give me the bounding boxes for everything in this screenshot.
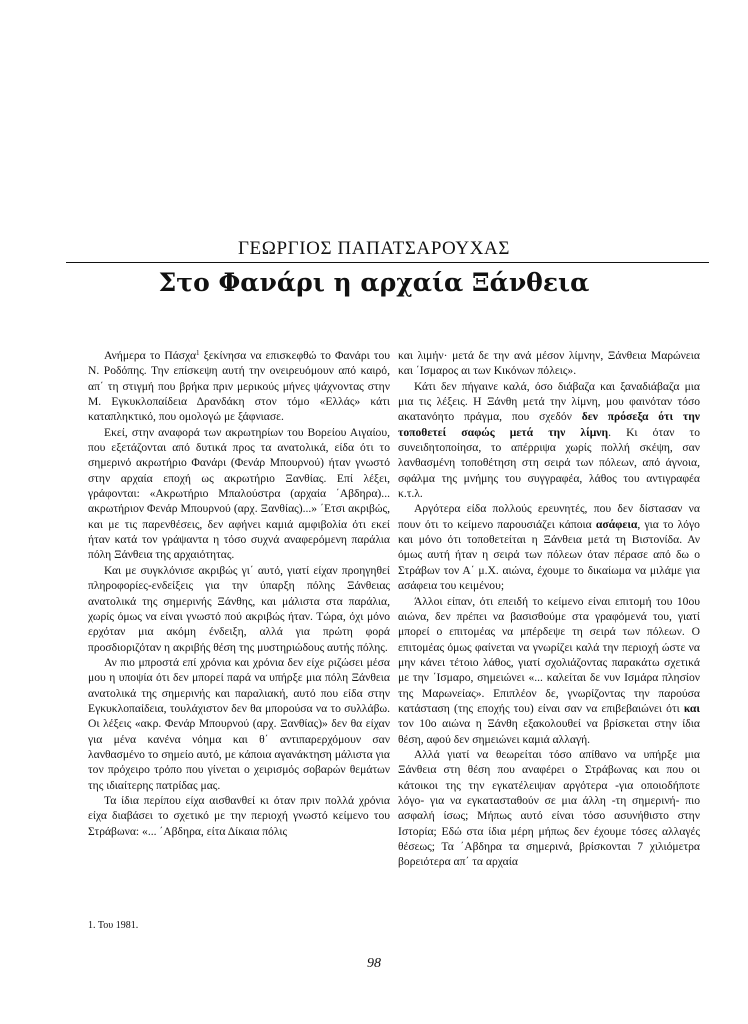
footnote: 1. Του 1981. — [88, 920, 139, 931]
paragraph: Εκεί, στην αναφορά των ακρωτηρίων του Βορείου Αιγαίου, που εξετάζονται από δυτικά προς τα ανατολικά, είδα ότι το σημερινό ακρωτήριο Φανάρι (Φενάρ Μπουρνού) ήταν γνωστό στην αρχαία εποχή ως ακρωτήριο Ξανθίας. Επί λέξει, γράφονται: «Ακρωτήριο Μπαλούστρα (αρχαία ΄Αβδηρα)... ακρωτήριον Φενάρ Μπουρνού (αρχ. Ξανθίας)...» ΄Ετσι ακριβώς, και με τις παρενθέσεις, δεν αφήνει καμιά αμφιβολία ότι εκεί ήταν κατά τον γράψαντα η τόσο συχνά αναφερόμενη παράλια πόλη Ξάνθεια της αρχαιότητας. — [88, 425, 390, 562]
article-title: Στο Φανάρι η αρχαία Ξάνθεια — [158, 268, 590, 297]
footnote-marker: 1 — [196, 349, 200, 357]
page-number: 98 — [367, 956, 381, 971]
paragraph: Τα ίδια περίπου είχα αισθανθεί κι όταν πριν πολλά χρόνια είχα διαβάσει το σχετικό με την περιοχή γνωστό κείμενο του Στράβωνα: «... ΄Αβδηρα, είτα Δίκαια πόλις — [88, 793, 390, 838]
paragraph: Αλλά γιατί να θεωρείται τόσο απίθανο να υπήρξε μια Ξάνθεια στη θέση που αναφέρει ο Στράβωνας και που οι κάτοικοι της την εγκατέλειψαν αργότερα -για οποιοδήποτε λόγο- για να εγκατασταθούν σε μια άλλη -τη σημερινή- πιο ασφαλή ίσως; Μήπως αυτό είναι τόσο ασυνήθιστο στην Ιστορία; Εδώ στα ίδια μέρη μήπως δεν έχουμε τόσες αλλαγές θέσεως; Τα ΄Αβδηρα τα σημερινά, βρίσκονται 7 χιλιόμετρα βορειότερα απ΄ τα αρχαία — [398, 747, 700, 869]
header-rule — [66, 262, 709, 263]
paragraph: Αν πιο μπροστά επί χρόνια και χρόνια δεν είχε ριζώσει μέσα μου η υποψία ότι δεν μπορεί παρά να υπήρξε μια πόλη Ξάνθεια ανατολικά της σημερινής και παραλιακή, αυτό που είδα στην Εγκυκλοπαίδεια, τουλάχιστον δεν θα μπορούσα να το συλλάβω. Οι λέξεις «ακρ. Φενάρ Μπουρνού (αρχ. Ξανθίας)» δεν θα είχαν για μένα κανένα νόημα και θ΄ αντιπαρερχόμουν σαν λανθασμένο το σημείο αυτό, με κάποια αγανάκτηση μάλιστα για τον πρόχειρο τρόπο που γίνεται ο χειρισμός σοβαρών θεμάτων της ιδιαίτερης πατρίδας μας. — [88, 655, 390, 792]
paragraph: Άλλοι είπαν, ότι επειδή το κείμενο είναι επιτομή του 10ου αιώνα, δεν πρέπει να βασισθούμε στα γραφόμενά του, γιατί μπορεί ο επιτομέας να μπέρδεψε τη σειρά των πόλεων. Ο επιτομέας όμως φαίνεται να γνωρίζει καλά την περιοχή ώστε να μην κάνει τέτοιο λάθος, γιατί σχολιάζοντας παρακάτω σχετικά με την ΄Ισμαρο, σημειώνει «... καλείται δε νυν Ισμάρα πλησίον της Μαρωνείας». Επιπλέον δε, γνωρίζοντας την παρούσα κατάσταση (της εποχής του) είναι σαν να επιβεβαιώνει ότι και τον 10ο αιώνα η Ξάνθη εξακολουθεί να βρίσκεται στην ίδια θέση, αφού δεν σημειώνει καμιά αλλαγή. — [398, 594, 700, 746]
paragraph: Αργότερα είδα πολλούς ερευνητές, που δεν δίστασαν να πουν ότι το κείμενο παρουσιάζει κάποια ασάφεια, για το λόγο και μόνο ότι τοποθετείται η Ξάνθεια μετά τη Βιστονίδα. Αν όμως αυτή ήταν η σειρά των πόλεων όταν πέρασε από δω ο Στράβων τον Α΄ μ.Χ. αιώνα, έχουμε το δικαίωμα να μιλάμε για ασάφεια του κειμένου; — [398, 502, 700, 593]
left-column — [88, 348, 390, 839]
paragraph: Ανήμερα το Πάσχα$^1$ ξεκίνησα να επισκεφθώ το Φανάρι του Ν. Ροδόπης. Την επίσκεψη αυτή την ονειρευόμουν από καιρό, απ΄ τη στιγμή που βρήκα πριν μερικούς μήνες ψάχνοντας στην Μ. Εγκυκλοπαίδεια Δρανδάκη στον τόμο «Ελλάς» κάτι καταπληκτικό, που ομολογώ με ξάφνιασε. — [88, 349, 390, 424]
author-name: ΓΕΩΡΓΙΟΣ ΠΑΠΑΤΣΑΡΟΥΧΑΣ — [237, 238, 511, 259]
right-column — [398, 348, 700, 870]
paragraph: Κάτι δεν πήγαινε καλά, όσο διάβαζα και ξαναδιάβαζα μια μια τις λέξεις. Η Ξάνθη μετά την λίμνη, μου φαινόταν τόσο ακατανόητο πράγμα, που σχεδόν δεν πρόσεξα ότι την τοποθετεί σαφώς μετά την λίμνη. Κι όταν το συνειδητοποίησα, το απέρριψα χωρίς πολλή σκέψη, σαν λανθασμένη τοποθέτηση στη σειρά των πόλεων, από άγνοια, σφάλμα της μνήμης του συγγραφέα, λάθος του αντιγραφέα κ.τ.λ. — [398, 379, 700, 501]
paragraph: Και με συγκλόνισε ακριβώς γι΄ αυτό, γιατί είχαν προηγηθεί πληροφορίες-ενδείξεις για την ύπαρξη πόλης Ξάνθειας ανατολικά της σημερινής Ξάνθης, και μάλιστα στα παράλια, χωρίς όμως να είναι γνωστό πού ακριβώς ήταν. Τώρα, όχι μόνο ερχόταν μια ακόμη ένδειξη, αλλά για πρώτη φορά προσδιοριζόταν η ακριβής θέση της μυστηριώδους αυτής πόλης. — [88, 563, 390, 654]
paragraph: και λιμήν· μετά δε την ανά μέσον λίμνην, Ξάνθεια Μαρώνεια και ΄Ισμαρος αι των Κικόνων πόλεις». — [398, 349, 700, 378]
